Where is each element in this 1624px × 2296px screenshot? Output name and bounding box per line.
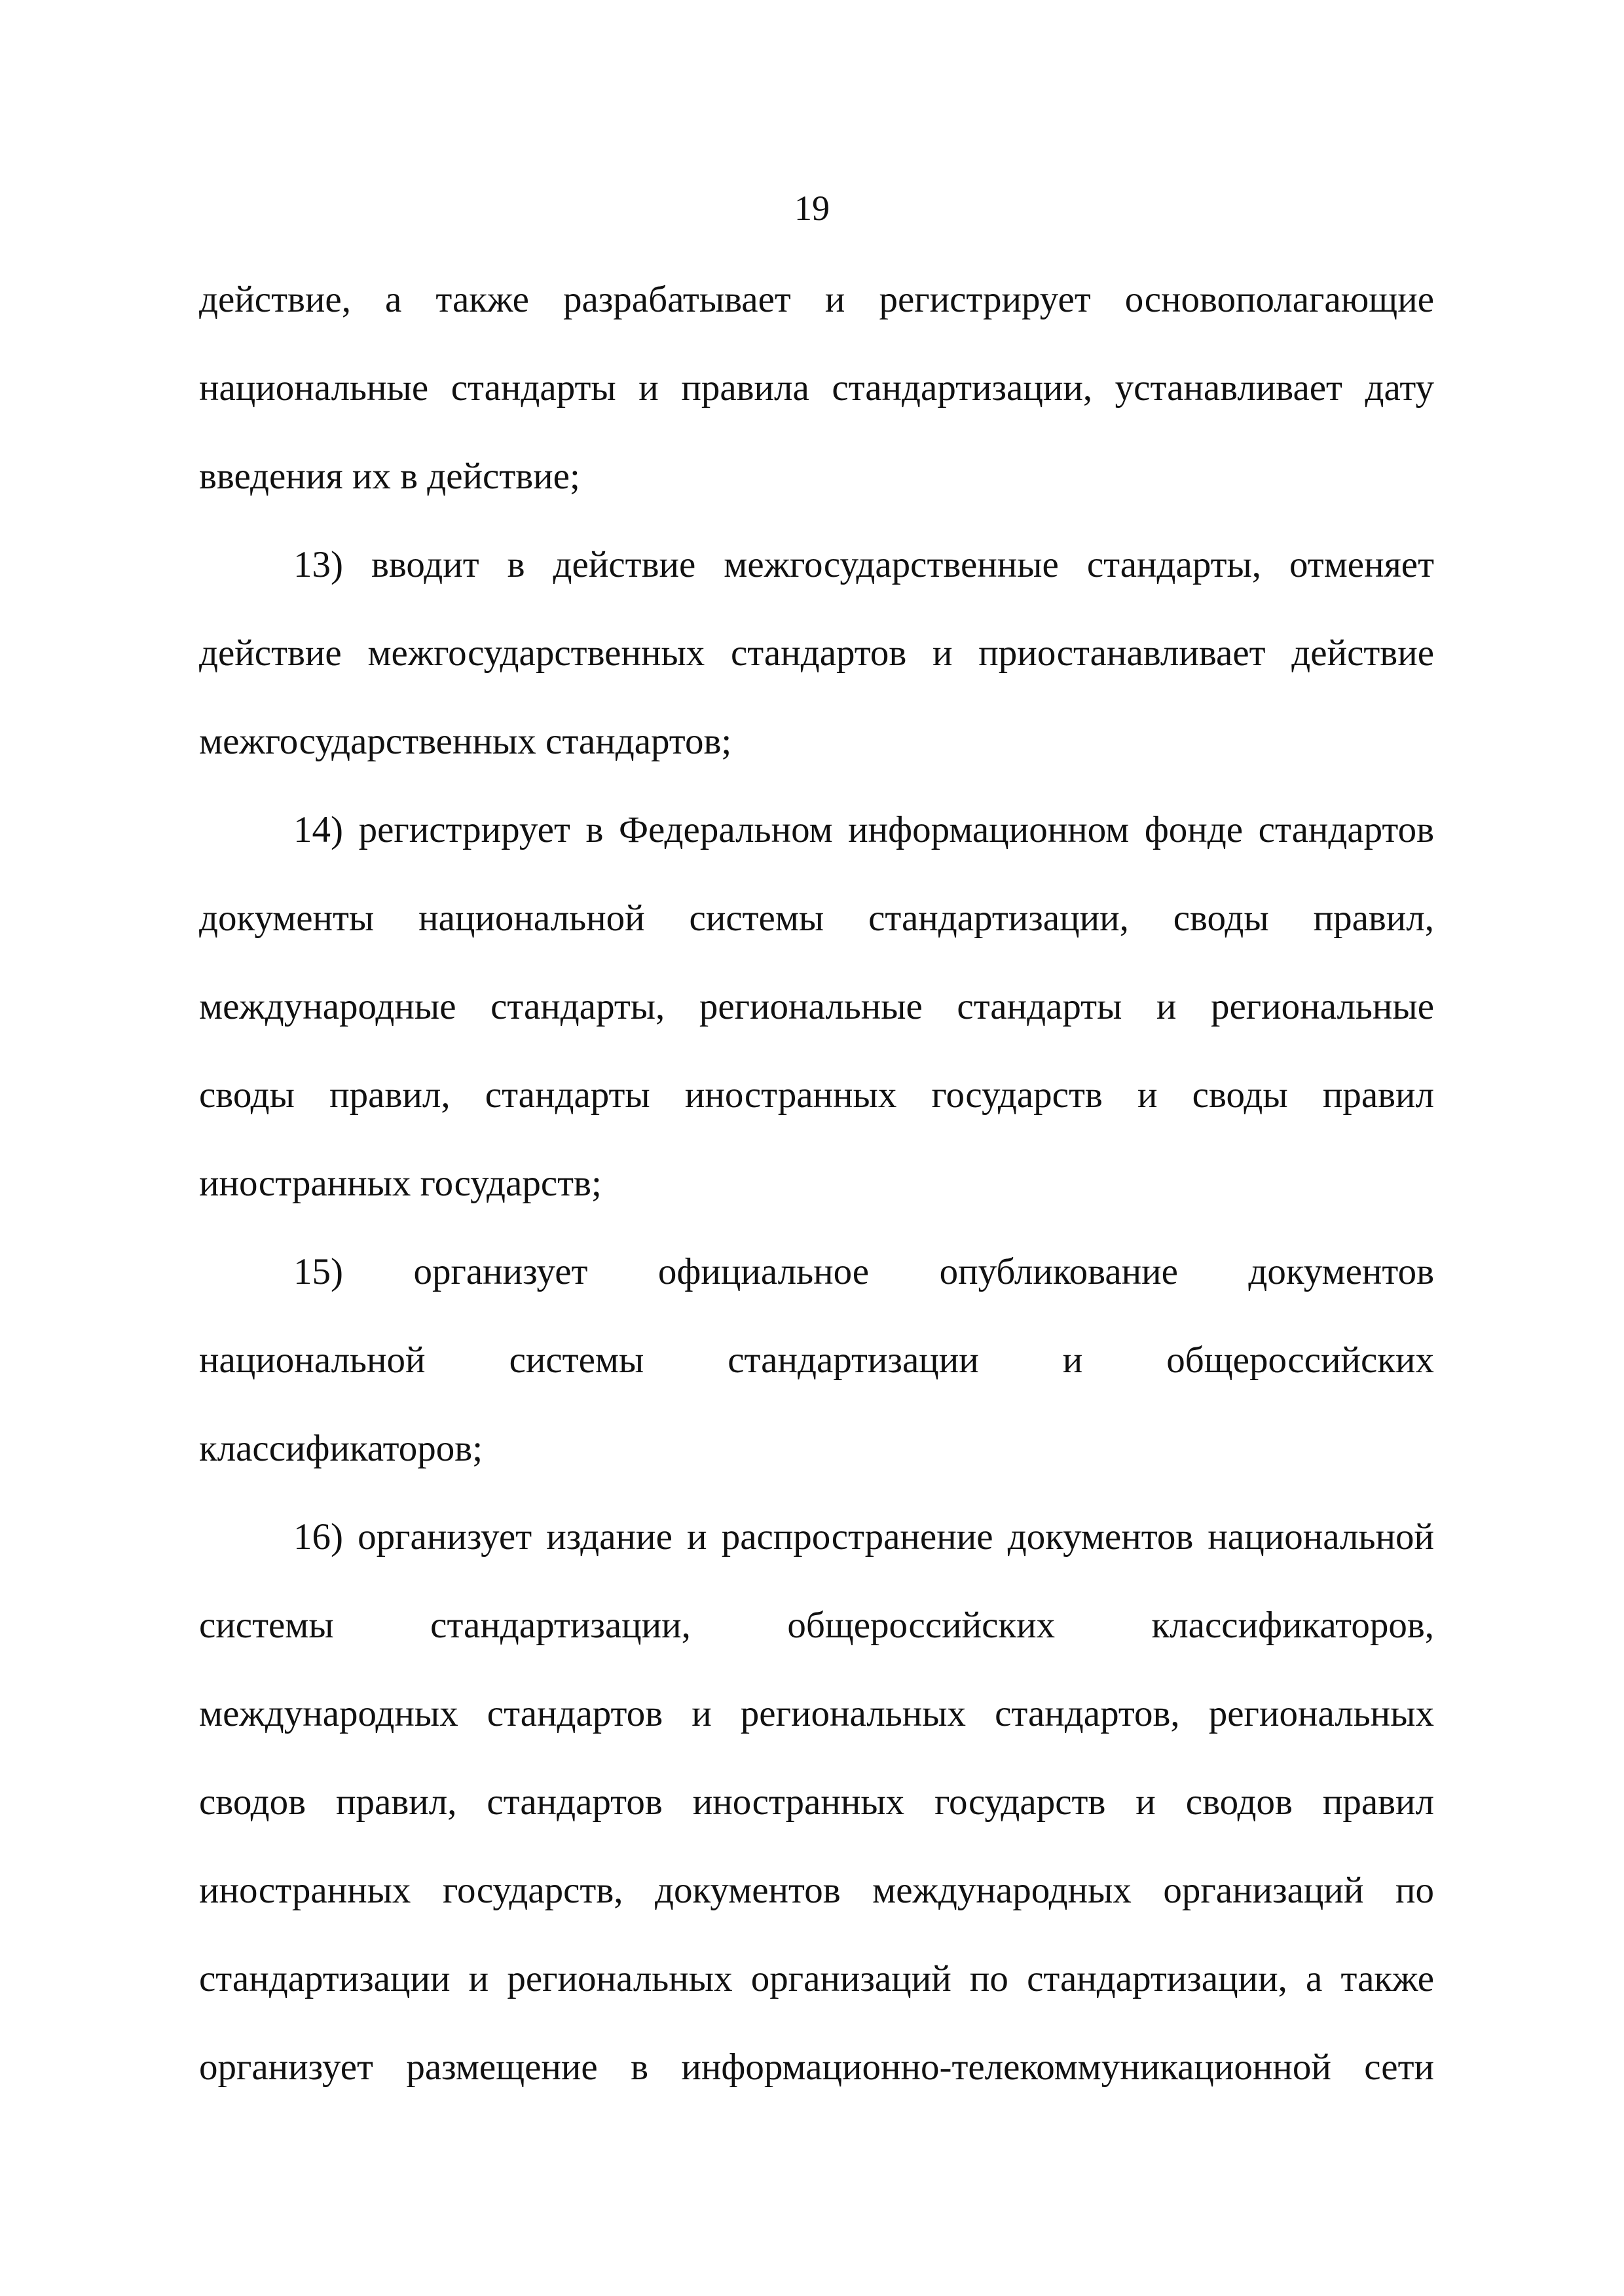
- text-line: стандартизации и региональных организаций по стандартизации, а также: [199, 1958, 1434, 1999]
- text-line: классификаторов;: [199, 1428, 483, 1469]
- text-line: системы стандартизации, общероссийских классификаторов,: [199, 1605, 1434, 1646]
- list-item-16: 16) организует издание и распространение документов национальной: [293, 1516, 1434, 1558]
- list-item-13: 13) вводит в действие межгосударственные стандарты, отменяет: [293, 544, 1434, 585]
- text-line: национальной системы стандартизации и общероссийских: [199, 1339, 1434, 1381]
- text-line: иностранных государств;: [199, 1163, 602, 1204]
- text-line: документы национальной системы стандартизации, своды правил,: [199, 898, 1434, 939]
- text-line: своды правил, стандарты иностранных государств и своды правил: [199, 1074, 1434, 1116]
- list-item-14: 14) регистрирует в Федеральном информационном фонде стандартов: [293, 809, 1434, 850]
- text-line: организует размещение в информационно-телекоммуникационной сети: [199, 2047, 1434, 2088]
- list-item-15: 15) организует официальное опубликование документов: [293, 1251, 1434, 1292]
- text-line: национальные стандарты и правила стандартизации, устанавливает дату: [199, 367, 1434, 409]
- text-line: введения их в действие;: [199, 456, 580, 497]
- text-line: межгосударственных стандартов;: [199, 721, 732, 762]
- text-line: сводов правил, стандартов иностранных государств и сводов правил: [199, 1781, 1434, 1823]
- page-number: 19: [794, 189, 830, 228]
- document-body: [199, 276, 1434, 2132]
- text-line: международных стандартов и региональных стандартов, региональных: [199, 1693, 1434, 1734]
- text-line: международные стандарты, региональные стандарты и региональные: [199, 986, 1434, 1027]
- text-line: действие, а также разрабатывает и регистрирует основополагающие: [199, 279, 1434, 320]
- text-line: действие межгосударственных стандартов и приостанавливает действие: [199, 632, 1434, 674]
- text-line: иностранных государств, документов международных организаций по: [199, 1870, 1434, 1911]
